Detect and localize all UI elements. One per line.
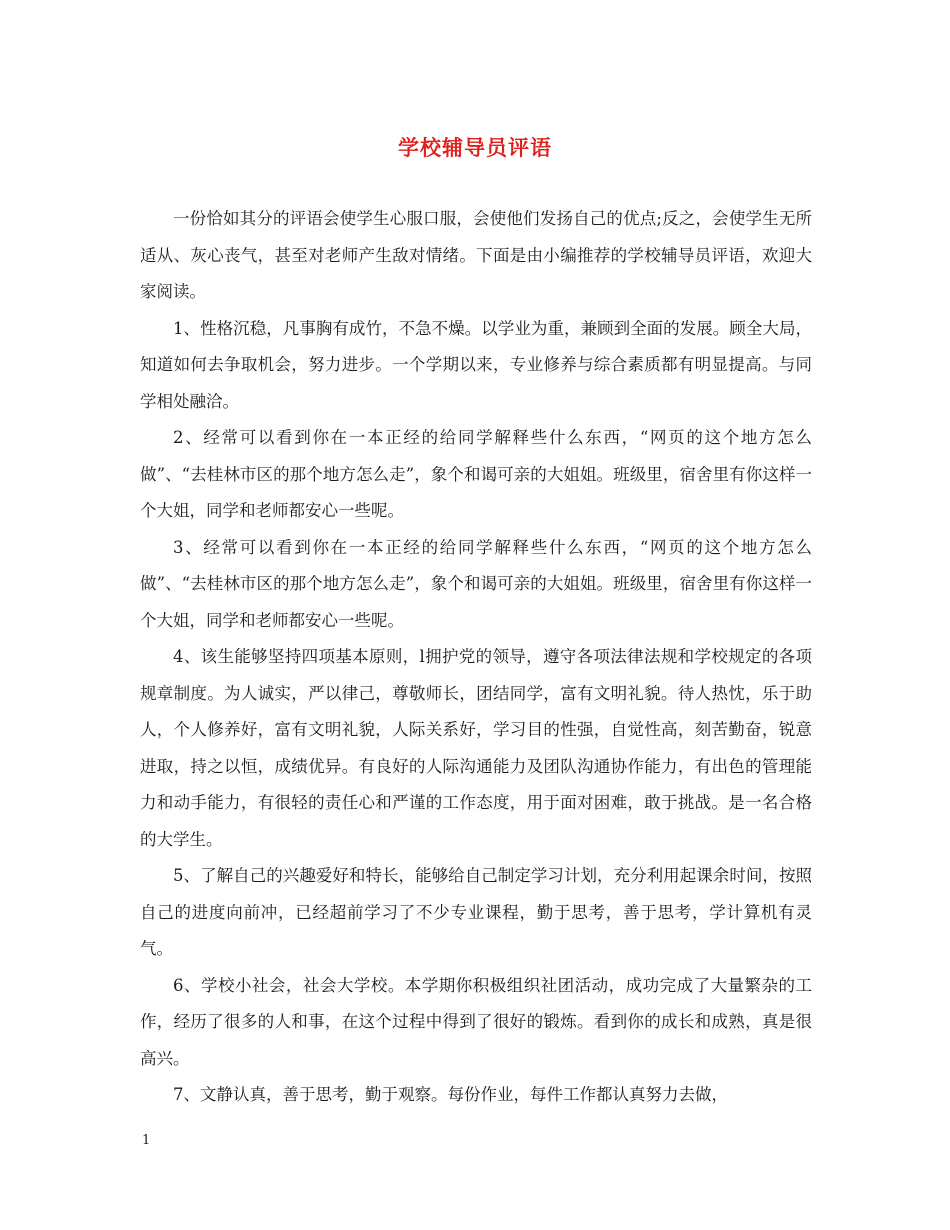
document-body <box>140 201 812 1114</box>
intro-paragraph: 一份恰如其分的评语会使学生心服口服，会使他们发扬自己的优点;反之，会使学生无所适从、灰心丧气，甚至对老师产生敌对情绪。下面是由小编推荐的学校辅导员评语，欢迎大家阅读。 <box>140 209 812 301</box>
document-title: 学校辅导员评语 <box>398 136 552 160</box>
comment-paragraph-4: 4、该生能够坚持四项基本原则，l拥护党的领导，遵守各项法律法规和学校规定的各项规章制度。为人诚实，严以律己，尊敬师长，团结同学，富有文明礼貌。待人热忱，乐于助人，个人修养好，富有文明礼貌，人际关系好，学习目的性强，自觉性高，刻苦勤奋，锐意进取，持之以恒，成绩优异。有良好的人际沟通能力及团队沟通协作能力，有出色的管理能力和动手能力，有很轻的责任心和严谨的工作态度，用于面对困难，敢于挑战。是一名合格的大学生。 <box>140 647 812 849</box>
comment-paragraph-6: 6、学校小社会，社会大学校。本学期你积极组织社团活动，成功完成了大量繁杂的工作，经历了很多的人和事，在这个过程中得到了很好的锻炼。看到你的成长和成熟，真是很高兴。 <box>140 975 812 1068</box>
comment-paragraph-3: 3、经常可以看到你在一本正经的给同学解释些什么东西，“网页的这个地方怎么做”、“去桂林市区的那个地方怎么走”，象个和谒可亲的大姐姐。班级里，宿舍里有你这样一个大姐，同学和老师都安心一些呢。 <box>140 537 812 630</box>
comment-paragraph-2: 2、经常可以看到你在一本正经的给同学解释些什么东西，“网页的这个地方怎么做”、“去桂林市区的那个地方怎么走”，象个和谒可亲的大姐姐。班级里，宿舍里有你这样一个大姐，同学和老师都安心一些呢。 <box>140 428 812 520</box>
comment-paragraph-5: 5、了解自己的兴趣爱好和特长，能够给自己制定学习计划，充分利用起课余时间，按照自己的进度向前冲，已经超前学习了不少专业课程，勤于思考，善于思考，学计算机有灵气。 <box>140 866 812 958</box>
page-number: 1 <box>142 1133 151 1148</box>
comment-paragraph-7: 7、文静认真，善于思考，勤于观察。每份作业，每件工作都认真努力去做， <box>173 1085 728 1104</box>
comment-paragraph-1: 1、性格沉稳，凡事胸有成竹，不急不燥。以学业为重，兼顾到全面的发展。顾全大局，知道如何去争取机会，努力进步。一个学期以来，专业修养与综合素质都有明显提高。与同学相处融洽。 <box>140 318 812 411</box>
